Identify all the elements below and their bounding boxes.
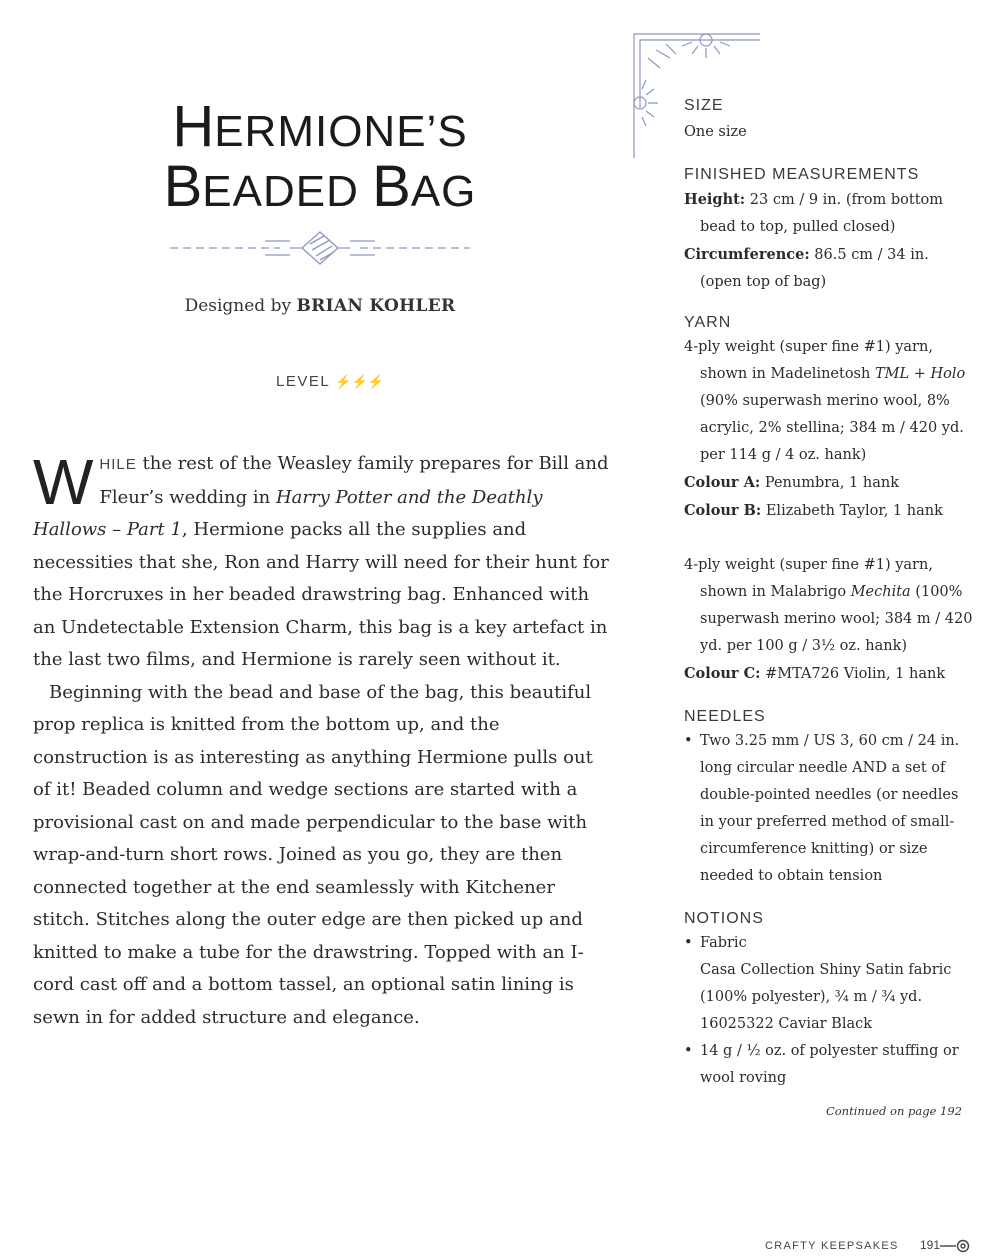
measurements-heading: FINISHED MEASUREMENTS <box>684 166 920 183</box>
page-number: 191 <box>920 1238 941 1252</box>
notions-heading: NOTIONS <box>684 910 764 927</box>
yarn1-text-b: (90% superwash merino wool, 8% acrylic, 2% stellina; 384 m / 420 yd. per 114 g / 4 oz. hank) <box>700 393 964 463</box>
colour-c-value: #MTA726 Violin, 1 hank <box>760 666 946 682</box>
colour-a-label: Colour A: <box>684 474 761 491</box>
yarn1-text-a: 4-ply weight (super fine #1) yarn, shown in Madelinetosh <box>684 339 933 382</box>
colour-b-label: Colour B: <box>684 502 762 519</box>
size-heading: SIZE <box>684 97 724 114</box>
yarn2-name: Mechita <box>850 584 911 600</box>
continued-note: Continued on page 192 <box>825 1104 962 1118</box>
size-value: One size <box>684 124 747 140</box>
level-label: LEVEL <box>276 373 330 390</box>
notions-item-2 <box>684 1038 974 1092</box>
circumference-value: 86.5 cm / 34 in. (open top of bag) <box>700 247 929 290</box>
yarn-item-1 <box>684 334 974 469</box>
yarn-item-2 <box>684 552 974 660</box>
film-title: Harry Potter and the Deathly Hallows – Part 1 <box>33 486 543 540</box>
designer-name: BRIAN KOHLER <box>296 296 456 316</box>
pattern-info-sidebar <box>684 95 974 1125</box>
colour-b-item <box>684 497 974 525</box>
designer-prefix: Designed by <box>184 296 292 316</box>
needles-heading: NEEDLES <box>684 708 766 725</box>
needles-text: Two 3.25 mm / US 3, 60 cm / 24 in. long circular needle AND a set of double-pointed needles (or needles in your preferred method of small-circumference knitting) or size needed to obtain tension <box>700 733 960 884</box>
intro-text-a: the rest of the Weasley family prepares for Bill and Fleur’s wedding in <box>99 453 609 508</box>
designer-credit <box>100 296 540 316</box>
fabric-details: Casa Collection Shiny Satin fabric (100% polyester), ¾ m / ¾ yd. 16025322 Caviar Black <box>700 962 952 1032</box>
colour-a-item <box>684 469 974 497</box>
height-item <box>684 186 974 241</box>
yarn2-text-a: 4-ply weight (super fine #1) yarn, shown in Malabrigo <box>684 557 933 600</box>
circumference-label: Circumference: <box>684 246 810 263</box>
notions-item-1 <box>684 930 974 1038</box>
colour-c-label: Colour C: <box>684 665 761 682</box>
bullet-icon: • <box>684 733 693 749</box>
yarn1-name: TML + Holo <box>874 366 966 382</box>
drop-cap: W <box>33 446 94 518</box>
colour-a-value: Penumbra, 1 hank <box>760 475 899 491</box>
intro-smallcaps: HILE <box>99 456 137 473</box>
height-value: 23 cm / 9 in. (from bottom bead to top, pulled closed) <box>700 192 944 235</box>
stuffing-text: 14 g / ½ oz. of polyester stuffing or wool roving <box>700 1043 959 1086</box>
height-label: Height: <box>684 191 746 208</box>
colour-c-item <box>684 660 974 688</box>
page-title <box>100 94 540 159</box>
needles-item-1 <box>684 728 974 890</box>
intro-paragraph-1 <box>33 448 613 677</box>
intro-paragraph-2: Beginning with the bead and base of the bag, this beautiful prop replica is knitted from the bottom up, and the construction is as interesting as anything Hermione pulls out of it! Beaded column and wedge sections are started with a provisional cast on and made perpendicular to the base with wrap-and-turn short rows. Joined as you go, they are then connected together at the end seamlessly with Kitchener stitch. Stitches along the outer edge are then picked up and knitted to make a tube for the drawstring. Topped with an I-cord cast off and a bottom tassel, an optional satin lining is sewn in for added structure and elegance. <box>33 681 593 1028</box>
bullet-icon: • <box>684 1043 693 1059</box>
divider-ornament-icon <box>170 228 470 268</box>
footer-section-name: CRAFTY KEEPSAKES <box>765 1240 899 1252</box>
fabric-title: Fabric <box>700 935 747 951</box>
title-line-1: HERMIONE’S <box>172 94 468 159</box>
yarn-heading: YARN <box>684 314 732 331</box>
circumference-item <box>684 241 974 296</box>
intro-text-b: , Hermione packs all the supplies and necessities that she, Ron and Harry will need for their hunt for the Horcruxes in her beaded drawstring bag. Enhanced with an Undetectable Extension Charm, this bag is a key artefact in the last two films, and Hermione is rarely seen without it. <box>33 519 609 670</box>
page-title-line-2: BEADED BAG <box>163 154 477 219</box>
colour-b-value: Elizabeth Taylor, 1 hank <box>761 503 943 519</box>
difficulty-level <box>276 373 384 390</box>
page-marker-icon <box>940 1238 974 1254</box>
bullet-icon: • <box>684 935 693 951</box>
yarn2-text-b: (100% superwash merino wool; 384 m / 420 yd. per 100 g / 3½ oz. hank) <box>700 584 973 654</box>
title-line-1-rest: ERMIONE’S <box>214 107 468 156</box>
intro-text <box>33 448 613 1034</box>
lightning-bolt-icon: ⚡⚡⚡ <box>335 374 384 389</box>
